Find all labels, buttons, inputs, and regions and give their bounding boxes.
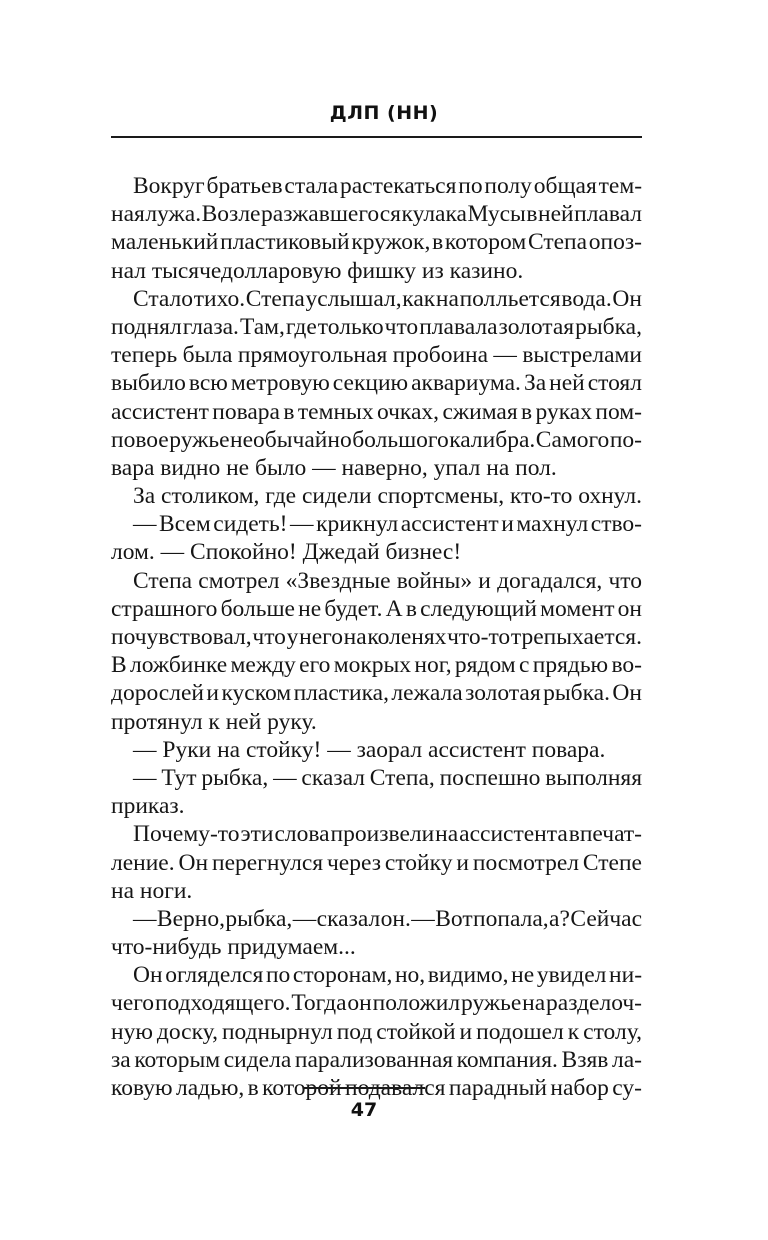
text-line: ление. Он перегнулся через стойку и посмотрел Степе — [111, 849, 642, 876]
text-line: ассистент повара в темных очках, сжимая в руках пом- — [111, 398, 642, 425]
text-line: лом. — Спокойно! Джедай бизнес! — [111, 539, 462, 566]
text-line: поднял глаза. Там, где только что плавала золотая рыбка, — [111, 313, 642, 340]
page-number: 47 — [350, 1099, 378, 1121]
text-line: нал тысячедолларовую фишку из казино. — [111, 257, 524, 284]
body-text — [111, 172, 642, 1102]
text-line: выбило всю метровую секцию аквариума. За ней стоял — [111, 370, 642, 397]
text-line: маленький пластиковый кружок, в котором Степа опоз- — [111, 229, 642, 256]
text-line: ковую ладью, в которой подавался парадный набор су- — [111, 1075, 642, 1101]
running-head: ДЛП (НН) — [329, 102, 439, 124]
text-line: В ложбинке между его мокрых ног, рядом с прядью во- — [111, 652, 642, 679]
text-line: повое ружье необычайно большого калибра. Самого по- — [111, 426, 642, 453]
text-line: ная лужа. Возле разжавшегося кулака Мусы в ней плавал — [111, 201, 642, 228]
text-line: что-нибудь придумаем... — [111, 934, 356, 961]
text-line: страшного больше не будет. А в следующий момент он — [111, 595, 643, 622]
text-line: Он огляделся по сторонам, но, видимо, не увидел ни- — [133, 962, 643, 989]
text-line: — Тут рыбка, — сказал Степа, поспешно выполняя — [133, 764, 643, 791]
text-line: ную доску, поднырнул под стойкой и подошел к столу, — [111, 1018, 642, 1045]
text-line: Стало тихо. Степа услышал, как на пол льется вода. Он — [133, 285, 642, 312]
text-line: протянул к ней руку. — [111, 708, 317, 735]
text-line: Степа смотрел «Звездные войны» и догадался, что — [133, 567, 643, 594]
text-line: дорослей и куском пластика, лежала золотая рыбка. Он — [111, 680, 642, 707]
text-line: на ноги. — [111, 877, 193, 904]
text-line: — Всем сидеть! — крикнул ассистент и махнул ство- — [133, 511, 642, 538]
text-line: Почему-то эти слова произвели на ассистента впечат- — [133, 821, 642, 848]
text-line: вара видно не было — наверно, упал на пол. — [111, 454, 557, 481]
text-line: приказ. — [111, 793, 185, 820]
text-line: — Верно, рыбка, — сказал он. — Вот попала, а? Сейчас — [133, 905, 643, 932]
text-line: чего подходящего. Тогда он положил ружье на разделоч- — [111, 990, 642, 1017]
header-rule — [111, 136, 642, 138]
text-line: за которым сидела парализованная компания. Взяв ла- — [111, 1046, 642, 1073]
text-line: почувствовал, что у него на коленях что-то трепыхается. — [111, 624, 642, 650]
footer-rule — [303, 1087, 425, 1089]
text-line: — Руки на стойку! — заорал ассистент повара. — [133, 736, 606, 763]
text-line: теперь была прямоугольная пробоина — выстрелами — [111, 342, 642, 369]
text-line: За столиком, где сидели спортсмены, кто-то охнул. — [133, 483, 643, 510]
text-line: Вокруг братьев стала растекаться по полу общая тем- — [133, 173, 643, 199]
